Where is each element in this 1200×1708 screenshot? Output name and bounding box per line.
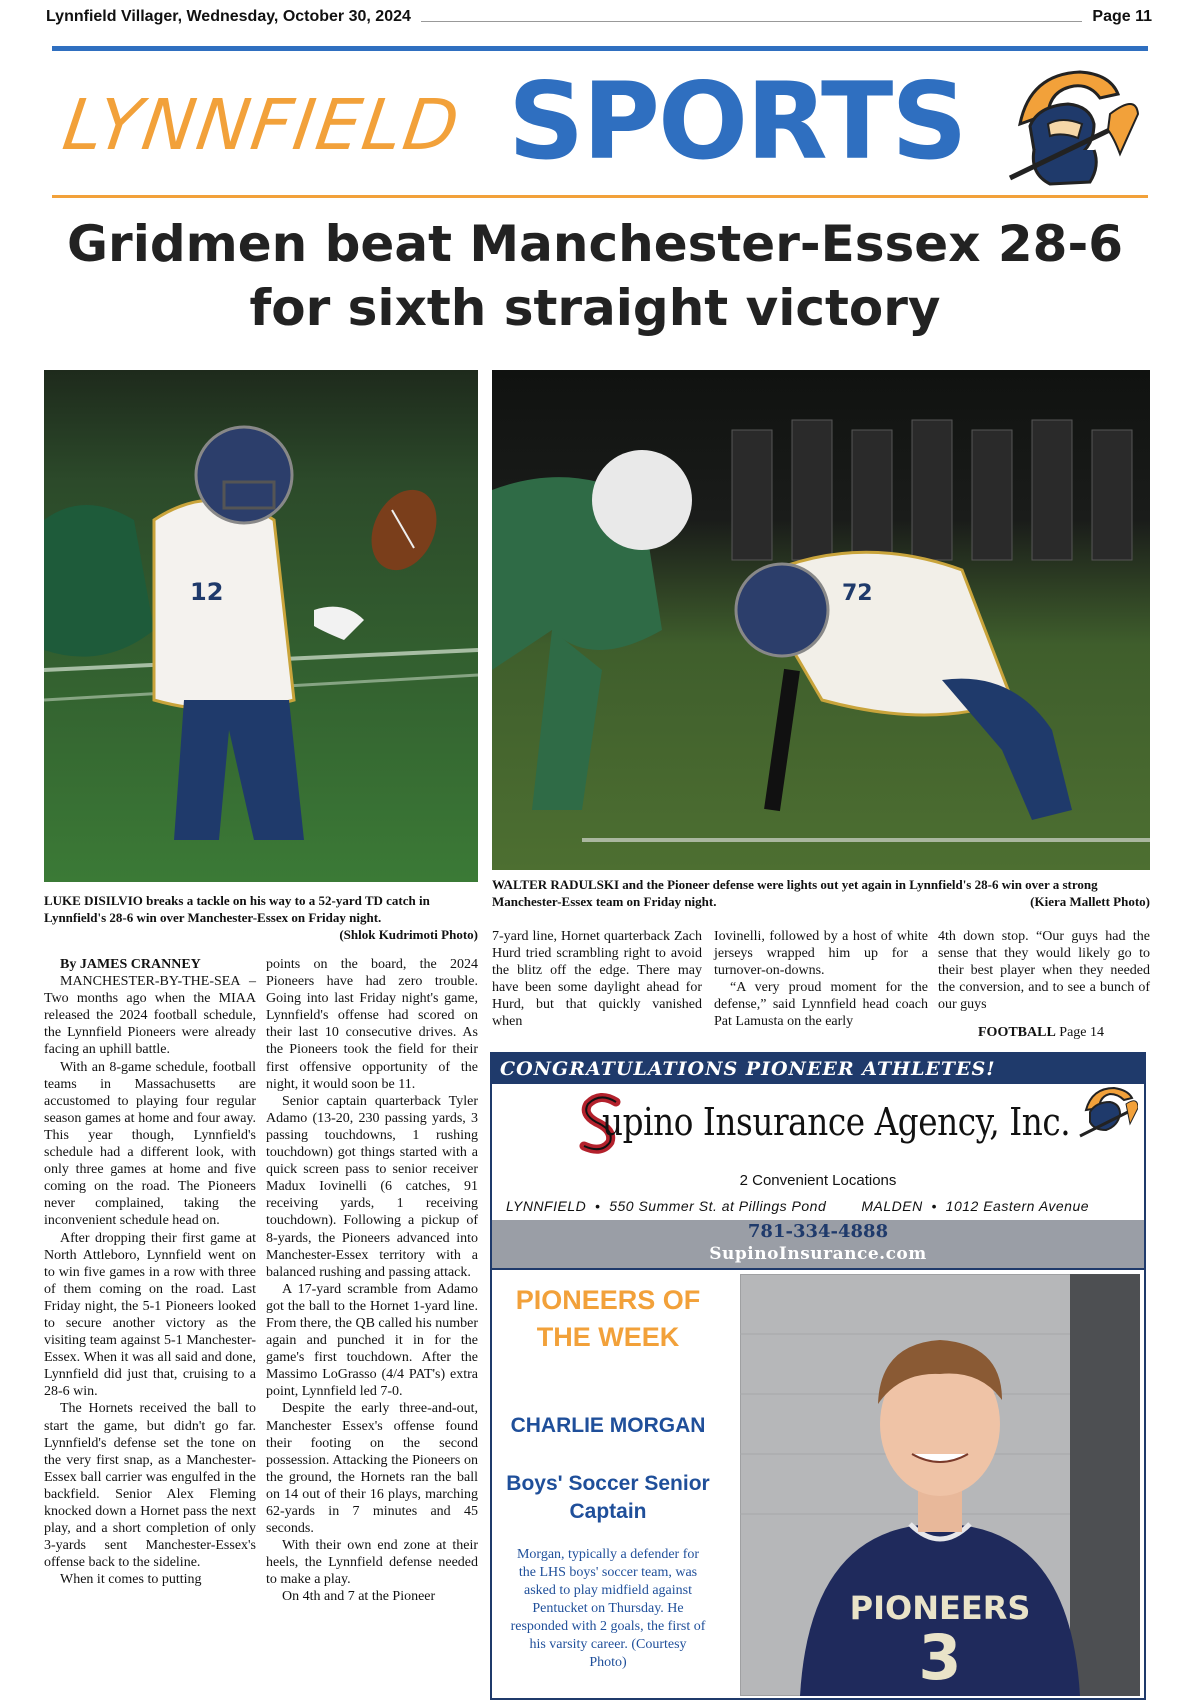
paragraph: After dropping their first game at North Attleboro, Lynnfield went on to win five games in a row with three of them coming on the road. Last Friday night, the 5-1 Pioneers looked to secure another victory as the visiting team against 5-1 Manchester-Essex. When it was all said and done, Lynnfield did just that, cruising to a 28-6 win. (44, 1230, 256, 1400)
page-folio (46, 6, 1152, 28)
photo2-caption-text: WALTER RADULSKI and the Pioneer defense were lights out yet again in Lynnfield's 28-6 win over a strong Manchester-Essex team on Friday night. (492, 877, 1098, 909)
article-column-4 (714, 928, 928, 1031)
photo1-caption (44, 892, 478, 943)
supino-insurance-ad (490, 1052, 1146, 1270)
football-catch-image (44, 370, 478, 882)
article-byline: By JAMES CRANNEY (60, 957, 201, 972)
masthead-sports: SPORTS (508, 60, 966, 183)
football-line-image (492, 370, 1150, 870)
pioneer-mascot-small-icon (1074, 1080, 1138, 1140)
ad-phone: 781-334-4888 (747, 1221, 889, 1242)
photo1-credit: (Shlok Kudrimoti Photo) (339, 927, 478, 942)
paragraph: “A very proud moment for the defense,” said Lynnfield head coach Pat Lamusta on the early (714, 980, 928, 1030)
continued-on-jump (978, 1025, 1104, 1041)
potw-athlete-photo (740, 1274, 1140, 1696)
paragraph: Iovinelli, followed by a host of white jerseys wrapped him up for a turnover-on-downs. (714, 929, 928, 979)
ad-website: SupinoInsurance.com (709, 1244, 927, 1264)
shirt-text: PIONEERS (849, 1589, 1031, 1627)
article-column-1 (44, 956, 256, 1588)
headline-line-1: Gridmen beat Manchester-Essex 28-6 (67, 215, 1123, 273)
shirt-number: 3 (918, 1621, 962, 1694)
folio-rule (421, 12, 1083, 22)
ad-agency-name (580, 1100, 1070, 1144)
potw-blurb: Morgan, typically a defender for the LHS boys' soccer team, was asked to play midfield against Pentucket on Thursday. He responded with 2 goals, the first of his varsity career. (Courtesy Photo) (510, 1547, 706, 1670)
potw-athlete-name: CHARLIE MORGAN (510, 1414, 706, 1437)
pioneer-mascot-icon (990, 54, 1140, 190)
paragraph: With their own end zone at their heels, the Lynnfield defense needed to make a play. (266, 1538, 478, 1588)
jump-page: Page 14 (1059, 1025, 1105, 1040)
ad-name-rest: upino Insurance Agency, Inc. (601, 1100, 1071, 1144)
paragraph: 4th down stop. “Our guys had the sense that they would likely go to their best player when they needed the conversion, and to see a bunch of our guys (938, 929, 1150, 1013)
ad-locations: 2 Convenient Locations (739, 1172, 897, 1189)
potw-athlete-role: Boys' Soccer Senior Captain (506, 1472, 710, 1523)
masthead-lynnfield: LYNNFIELD (58, 84, 466, 166)
paragraph: points on the board, the 2024 Pioneers have had zero trouble. Going into last Friday night's game, Lynnfield's offense had scored on their last 10 consecutive drives. As the Pioneers took the field for their first offensive opportunity of the night, it would soon be 11. (266, 957, 478, 1092)
masthead-top-rule (52, 46, 1148, 51)
jump-label: FOOTBALL (978, 1025, 1056, 1040)
jersey-number-72: 72 (842, 581, 873, 606)
article-headline (40, 212, 1150, 340)
paragraph: Senior captain quarterback Tyler Adamo (13-20, 230 passing yards, 3 passing touchdowns, 1 rushing touchdown) got things started with a quick screen pass to senior receiver Madux Iovinelli (6 catches, 91 receiving yards, 1 receiving touchdown). Following a pickup of 8-yards, the Pioneers advanced into Manchester-Essex territory with a balanced rushing and passing attack. (266, 1093, 478, 1280)
photo2-caption (492, 876, 1150, 910)
article-column-5 (938, 928, 1150, 1013)
jersey-number-12: 12 (190, 578, 224, 606)
headline-line-2: for sixth straight victory (249, 279, 941, 337)
pioneers-of-the-week-box (490, 1270, 1146, 1700)
folio-date: Lynnfield Villager, Wednesday, October 30, 2024 (46, 8, 411, 25)
athlete-portrait-image (740, 1274, 1140, 1696)
photo-disilvio-catch (44, 370, 478, 882)
paragraph: With an 8-game schedule, football teams in Massachusetts are accustomed to playing four regular season games at home and four away. This year though, Lynnfield's schedule had a different look, with only three games at home and five coming on the road. The Pioneers never complained, taking the inconvenient schedule head on. (44, 1059, 256, 1229)
article-column-2 (266, 956, 478, 1606)
paragraph: On 4th and 7 at the Pioneer (282, 1589, 436, 1605)
folio-page-number: Page 11 (1092, 8, 1152, 25)
photo-defensive-line (492, 370, 1150, 870)
sports-masthead (52, 46, 1148, 198)
paragraph: When it comes to putting (60, 1572, 202, 1588)
paragraph: MANCHESTER-BY-THE-SEA – Two months ago when the MIAA released the 2024 football schedule, the Lynnfield Pioneers were already facing an uphill battle. (44, 974, 256, 1058)
potw-title: PIONEERS OF THE WEEK (515, 1285, 701, 1352)
ad-addresses: LYNNFIELD • 550 Summer St. at Pillings Pond MALDEN • 1012 Eastern Avenue (506, 1198, 1090, 1214)
photo2-credit: (Kiera Mallett Photo) (1030, 894, 1150, 909)
article-column-3 (492, 928, 702, 1031)
ad-contact-bar (492, 1220, 1144, 1268)
paragraph: Despite the early three-and-out, Manchester Essex's offense found their footing on the second possession. Attacking the Pioneers on the ground, the Hornets ran the ball on 14 out of their 16 plays, marching 62-yards in 7 minutes and 45 seconds. (266, 1401, 478, 1537)
paragraph: A 17-yard scramble from Adamo got the ball to the Hornet 1-yard line. From there, the QB called his number again and punched it in for the game's first touchdown. After the Massimo LoGrasso (4/4 PAT's) extra point, Lynnfield led 7-0. (266, 1281, 478, 1400)
masthead-bottom-rule (52, 195, 1148, 198)
ad-banner: CONGRATULATIONS PIONEER ATHLETES! (492, 1054, 1144, 1084)
paragraph: 7-yard line, Hornet quarterback Zach Hurd tried scrambling right to avoid the blitz off the edge. There may have been some daylight ahead for Hurd, but that quickly vanished when (492, 929, 702, 1030)
photo1-caption-text: LUKE DISILVIO breaks a tackle on his way to a 52-yard TD catch in Lynnfield's 28-6 win over Manchester-Essex on Friday night. (44, 893, 430, 925)
paragraph: The Hornets received the ball to start the game, but didn't go far. Lynnfield's defense set the tone on the very first snap, as a Manchester-Essex ball carrier was engulfed in the backfield. Senior Alex Fleming knocked down a Hornet pass the next play, and a short completion of only 3-yards sent Manchester-Essex's offense back to the sideline. (44, 1401, 256, 1571)
